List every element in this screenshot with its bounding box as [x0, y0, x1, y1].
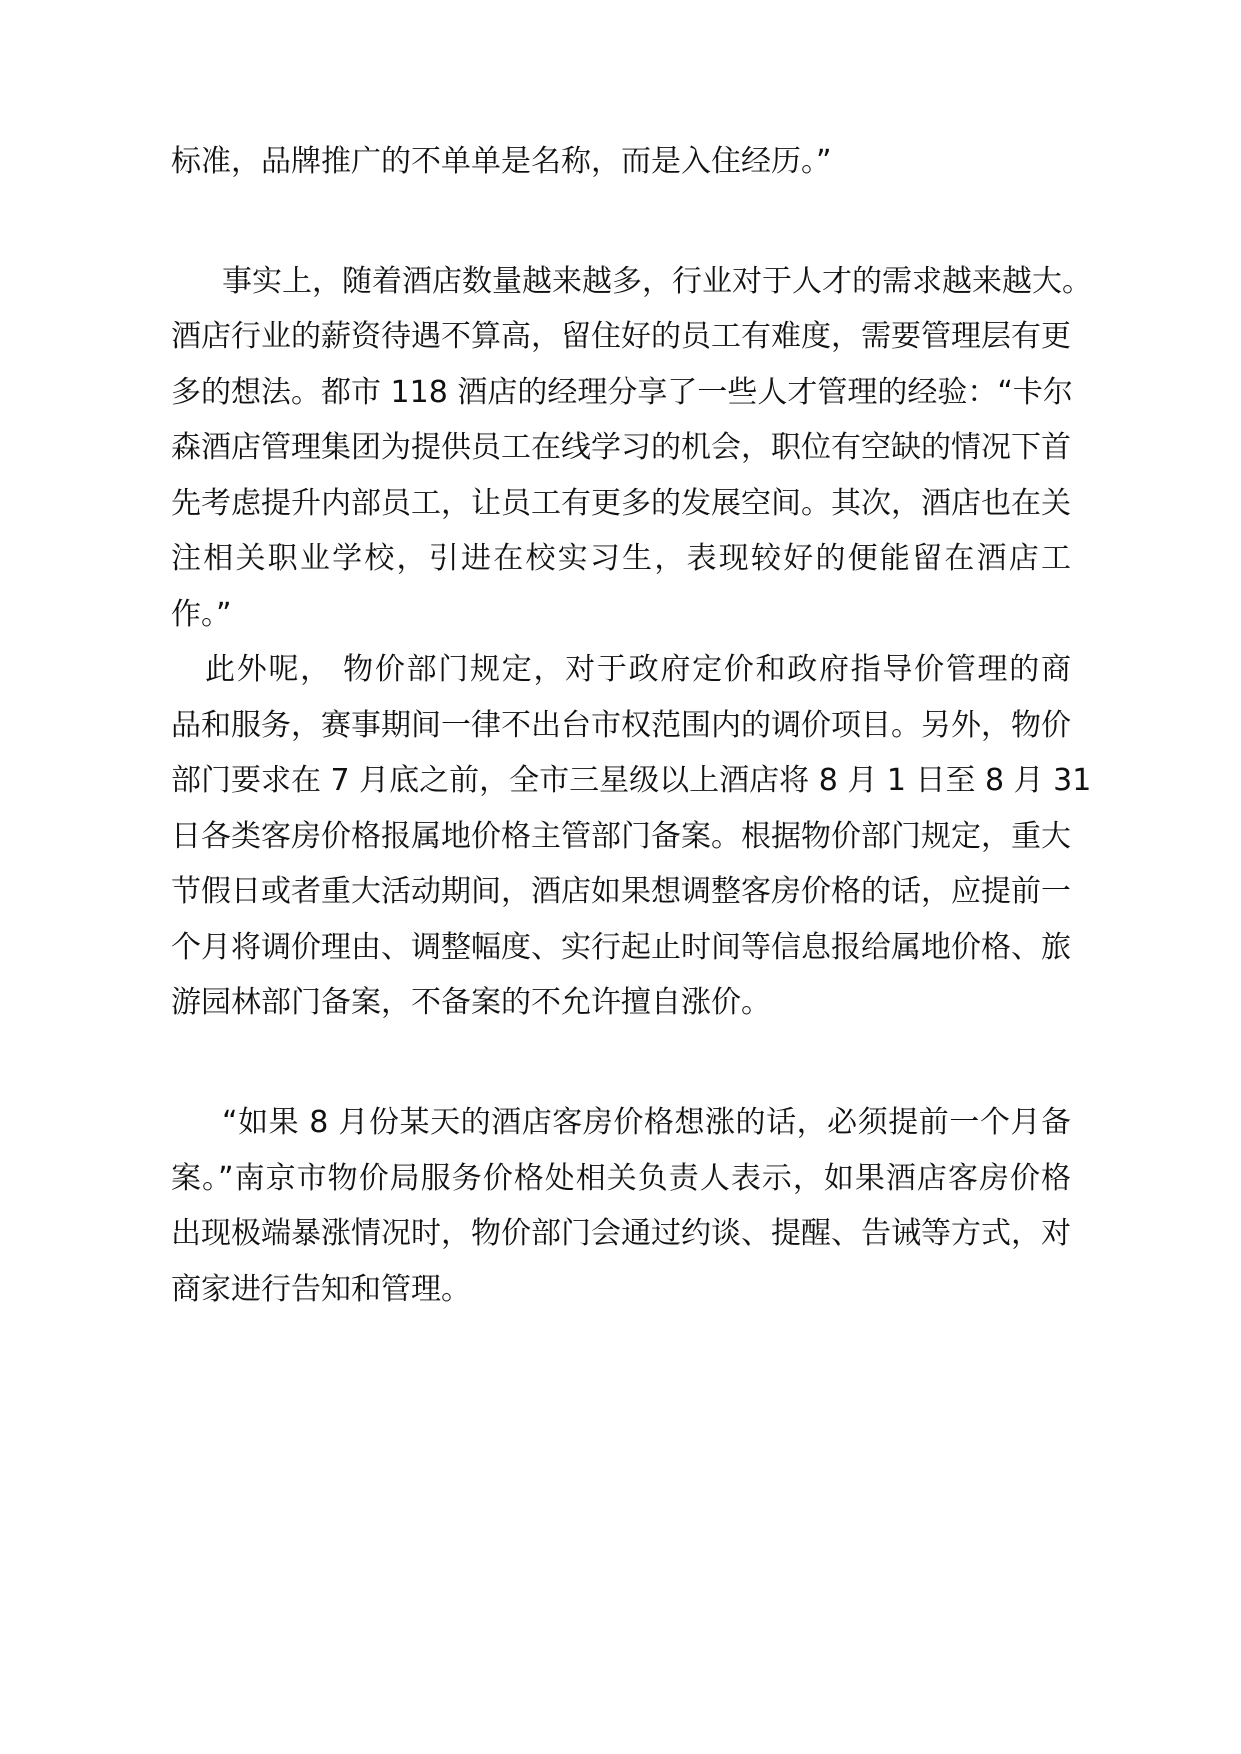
text-line: 案。”南京市物价局服务价格处相关负责人表示，如果酒店客房价格 [171, 1161, 1071, 1196]
text-line: 注相关职业学校，引进在校实习生，表现较好的便能留在酒店工 [171, 541, 1071, 576]
text-line: 商家进行告知和管理。 [171, 1272, 471, 1307]
text-line: 部门要求在 7 月底之前，全市三星级以上酒店将 8 月 1 日至 8 月 31 [171, 763, 1092, 798]
text-line: 作。” [171, 597, 232, 632]
text-line: 游园林部门备案，不备案的不允许擅自涨价。 [171, 985, 771, 1020]
text-line: 节假日或者重大活动期间，酒店如果想调整客房价格的话，应提前一 [171, 874, 1071, 909]
text-line: 日各类客房价格报属地价格主管部门备案。根据物价部门规定，重大 [171, 819, 1071, 854]
text-line: “如果 8 月份某天的酒店客房价格想涨的话，必须提前一个月备 [222, 1105, 1071, 1140]
text-line: 多的想法。都市 118 酒店的经理分享了一些人才管理的经验：“卡尔 [171, 375, 1073, 410]
text-line: 先考虑提升内部员工，让员工有更多的发展空间。其次，酒店也在关 [171, 486, 1071, 521]
text-line: 个月将调价理由、调整幅度、实行起止时间等信息报给属地价格、旅 [171, 930, 1071, 965]
text-line: 森酒店管理集团为提供员工在线学习的机会，职位有空缺的情况下首 [171, 430, 1071, 465]
text-line: 此外呢， 物价部门规定，对于政府定价和政府指导价管理的商 [205, 652, 1071, 687]
text-line: 事实上，随着酒店数量越来越多，行业对于人才的需求越来越大。 [222, 264, 1092, 299]
text-line: 标准，品牌推广的不单单是名称，而是入住经历。” [171, 144, 832, 179]
text-line: 品和服务，赛事期间一律不出台市权范围内的调价项目。另外，物价 [171, 708, 1071, 743]
text-line: 酒店行业的薪资待遇不算高，留住好的员工有难度，需要管理层有更 [171, 319, 1071, 354]
text-line: 出现极端暴涨情况时，物价部门会通过约谈、提醒、告诫等方式，对 [171, 1216, 1071, 1251]
